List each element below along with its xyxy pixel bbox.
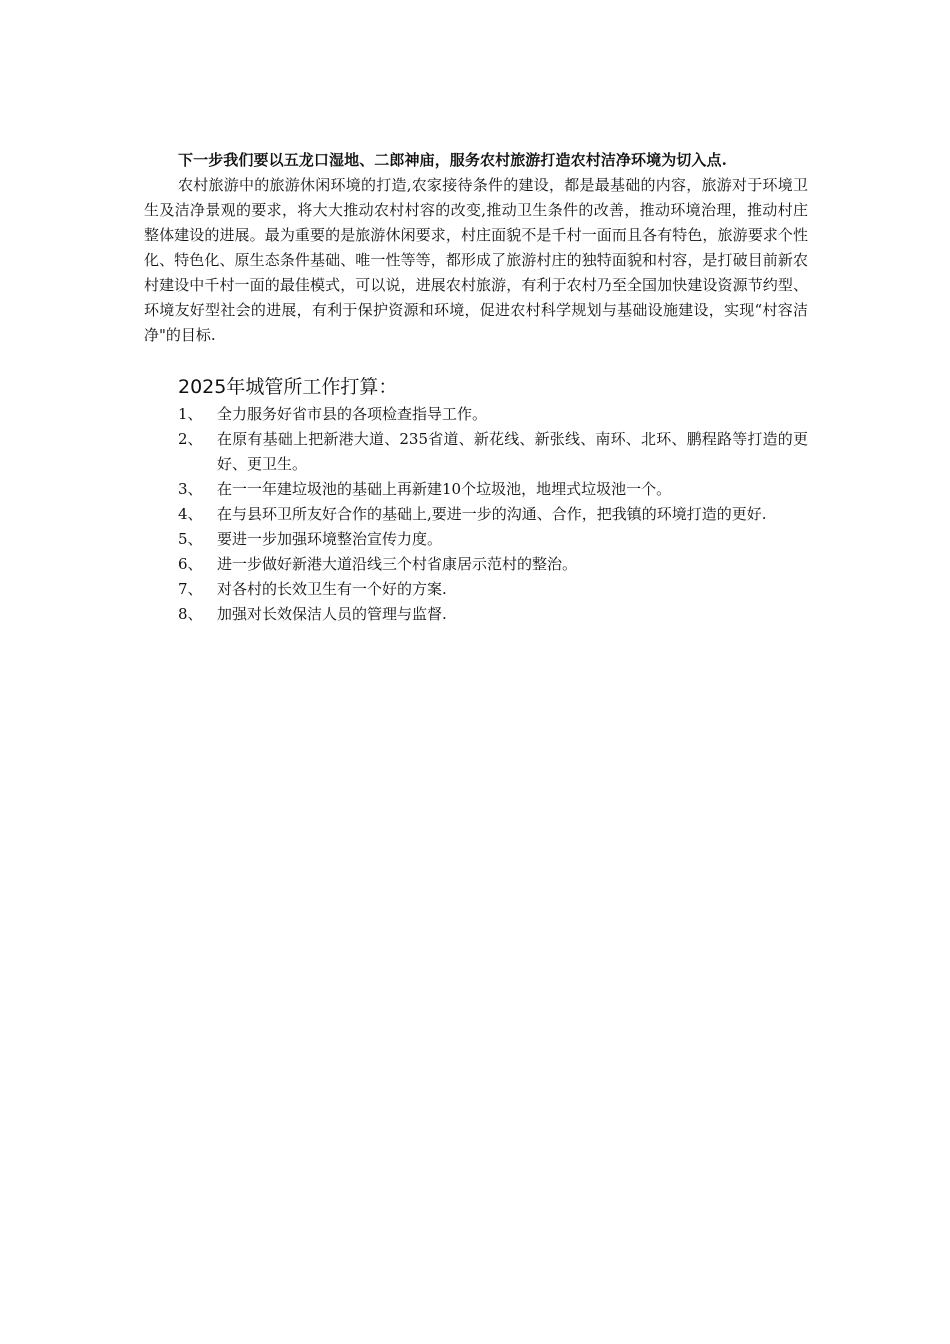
list-item <box>144 602 808 627</box>
document-content <box>144 148 808 627</box>
list-item-text: 进一步做好新港大道沿线三个村省康居示范村的整治。 <box>217 555 578 573</box>
list-item-number: 6、 <box>178 555 203 573</box>
list-item-number: 1、 <box>178 405 203 423</box>
list-item-text: 全力服务好省市县的各项检查指导工作。 <box>217 405 488 423</box>
list-item-number: 4、 <box>178 505 203 523</box>
list-item-text: 在与县环卫所友好合作的基础上,要进一步的沟通、合作，把我镇的环境打造的更好. <box>217 505 767 523</box>
list-item <box>144 427 808 477</box>
list-item <box>144 552 808 577</box>
body-paragraph: 农村旅游中的旅游休闲环境的打造,农家接待条件的建设，都是最基础的内容，旅游对于环境卫生及洁净景观的要求，将大大推动农村村容的改变,推动卫生条件的改善，推动环境治理，推动村庄整体建设的进展。最为重要的是旅游休闲要求，村庄面貌不是千村一面而且各有特色，旅游要求个性化、特色化、原生态条件基础、唯一性等等，都形成了旅游村庄的独特面貌和村容，是打破目前新农村建设中千村一面的最佳模式，可以说，进展农村旅游，有利于农村乃至全国加快建设资源节约型、环境友好型社会的进展，有利于保护资源和环境，促进农村科学规划与基础设施建设，实现“村容洁净"的目标. <box>144 176 808 344</box>
section-title: 2025年城管所工作打算： <box>178 376 398 398</box>
list-item-number: 3、 <box>178 480 203 498</box>
list-item <box>144 402 808 427</box>
list-item-number: 5、 <box>178 530 203 548</box>
list-item-text: 加强对长效保洁人员的管理与监督. <box>217 605 447 623</box>
list-item-text: 在一一年建垃圾池的基础上再新建10个垃圾池，地埋式垃圾池一个。 <box>217 480 672 498</box>
list-item-text: 对各村的长效卫生有一个好的方案. <box>217 580 447 598</box>
plan-list <box>144 402 808 627</box>
list-item-number: 7、 <box>178 580 203 598</box>
list-item-text: 在原有基础上把新港大道、235省道、新花线、新张线、南环、北环、鹏程路等打造的更好、更卫生。 <box>217 430 808 473</box>
list-item <box>144 477 808 502</box>
list-item-text: 要进一步加强环境整治宣传力度。 <box>217 530 443 548</box>
lead-sentence: 下一步我们要以五龙口湿地、二郎神庙，服务农村旅游打造农村洁净环境为切入点. <box>178 151 727 169</box>
list-item-number: 2、 <box>178 430 203 448</box>
list-item-number: 8、 <box>178 605 203 623</box>
list-item <box>144 577 808 602</box>
list-item <box>144 527 808 552</box>
list-item <box>144 502 808 527</box>
